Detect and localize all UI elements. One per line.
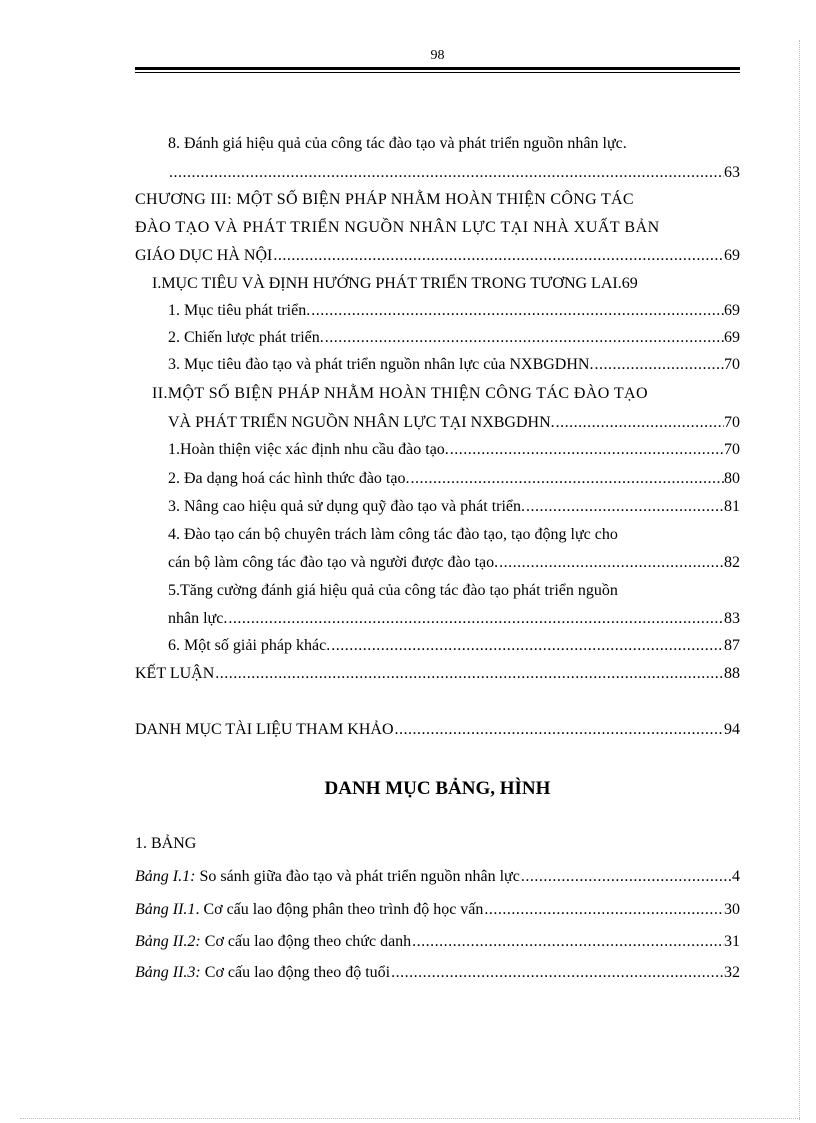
toc-section-1-item-1-page: 69 <box>724 302 740 319</box>
page-number: 98 <box>430 48 445 63</box>
table-entry-2-page: 30 <box>724 901 740 918</box>
table-entry-2-label: . Cơ cấu lao động phân theo trình độ học vấn <box>195 901 484 918</box>
toc-references-label: DANH MỤC TÀI LIỆU THAM KHẢO <box>135 721 394 738</box>
toc-item-8: 8. Đánh giá hiệu quả của công tác đào tạo và phát triển nguồn nhân lực. <box>168 135 627 152</box>
table-entry-2 <box>135 897 740 923</box>
toc-conclusion <box>135 661 740 687</box>
toc-section-2-item-2-label: 2. Đa dạng hoá các hình thức đào tạo. <box>168 470 410 487</box>
toc-section-2-item-5-page: 83 <box>724 610 740 627</box>
header-rule-thick <box>135 67 740 70</box>
toc-item-8-page: 63 <box>724 164 740 181</box>
toc-section-1 <box>152 271 740 297</box>
toc-conclusion-label: KẾT LUẬN <box>135 665 215 682</box>
toc-section-1-item-1-label: 1. Mục tiêu phát triển. <box>168 302 311 319</box>
toc-item-8-leader <box>168 160 740 186</box>
toc-chapter-3-line1: CHƯƠNG III: MỘT SỐ BIỆN PHÁP NHẰM HOÀN THIỆN CÔNG TÁC <box>135 191 634 208</box>
toc-section-2-item-5-line2 <box>168 606 740 632</box>
table-entry-3-page: 31 <box>724 933 740 950</box>
toc-section-2-item-6-page: 87 <box>724 637 740 654</box>
table-entry-4-label: Cơ cấu lao động theo độ tuổi <box>200 964 391 981</box>
toc-section-1-item-2-label: 2. Chiến lược phát triển. <box>168 329 324 346</box>
toc-section-2-item-1-page: 70 <box>724 441 740 458</box>
toc-section-2-item-6 <box>168 633 740 659</box>
table-entry-3-label: Cơ cấu lao động theo chức danh <box>200 933 412 950</box>
toc-section-1-item-3-page: 70 <box>724 356 740 373</box>
toc-section-2-item-4-line2-text: cán bộ làm công tác đào tạo và người được đào tạo. <box>168 554 499 571</box>
toc-section-2-item-3-label: 3. Nâng cao hiệu quả sử dụng quỹ đào tạo và phát triển. <box>168 498 526 515</box>
toc-section-2-item-3 <box>168 494 740 520</box>
table-entry-3 <box>135 929 740 955</box>
toc-section-2-line2-text: VÀ PHÁT TRIỂN NGUỒN NHÂN LỰC TẠI NXBGDHN. <box>168 414 555 431</box>
toc-section-2-item-5-line2-text: nhân lực. <box>168 610 228 627</box>
toc-section-1-item-3 <box>168 352 740 378</box>
tables-heading: DANH MỤC BẢNG, HÌNH <box>324 778 551 799</box>
toc-section-1-item-1 <box>168 298 740 324</box>
toc-section-2-item-4-page: 82 <box>724 554 740 571</box>
toc-chapter-3-line2: ĐÀO TẠO VÀ PHÁT TRIỂN NGUỒN NHÂN LỰC TẠI NHÀ XUẤT BẢN <box>135 219 660 236</box>
table-entry-3-caption: Bảng II.2: <box>135 933 201 950</box>
table-entry-4-caption: Bảng II.3: <box>135 964 201 981</box>
toc-chapter-3-line3-text: GIÁO DỤC HÀ NỘI <box>135 247 273 264</box>
toc-chapter-3-line3 <box>135 243 740 269</box>
toc-section-2-item-2-page: 80 <box>724 470 740 487</box>
toc-section-2-item-1-label: 1.Hoàn thiện việc xác định nhu cầu đào tạo. <box>168 441 449 458</box>
toc-references-page: 94 <box>724 721 740 738</box>
table-entry-1-page: 4 <box>732 868 740 885</box>
page-edge-bottom <box>20 1118 800 1119</box>
table-entry-4 <box>135 960 740 986</box>
header-rule-thin <box>135 72 740 73</box>
toc-section-1-label: I.MỤC TIÊU VÀ ĐỊNH HƯỚNG PHÁT TRIỂN TRONG TƯƠNG LAI. <box>152 275 622 292</box>
tables-subheading: 1. BẢNG <box>135 835 197 852</box>
toc-section-2-line1: II.MỘT SỐ BIỆN PHÁP NHẰM HOÀN THIỆN CÔNG TÁC ĐÀO TẠO <box>152 385 648 402</box>
table-entry-1 <box>135 864 740 890</box>
toc-section-2-item-4-line1: 4. Đào tạo cán bộ chuyên trách làm công tác đào tạo, tạo động lực cho <box>168 526 618 543</box>
table-entry-1-label: So sánh giữa đào tạo và phát triển nguồn nhân lực <box>195 868 520 885</box>
toc-section-2-item-3-page: 81 <box>724 498 740 515</box>
toc-section-1-item-2-page: 69 <box>724 329 740 346</box>
toc-section-2-line2 <box>168 410 740 436</box>
page-edge-right <box>799 40 800 1120</box>
toc-section-2-item-1 <box>168 437 740 463</box>
toc-section-2-page: 70 <box>724 414 740 431</box>
toc-section-2-item-5-line1: 5.Tăng cường đánh giá hiệu quả của công tác đào tạo phát triển nguồn <box>168 582 618 599</box>
toc-chapter-3-page: 69 <box>724 247 740 264</box>
table-entry-2-caption: Bảng II.1 <box>135 901 196 918</box>
toc-references <box>135 717 740 743</box>
toc-section-2-item-6-label: 6. Một số giải pháp khác. <box>168 637 331 654</box>
table-entry-1-caption: Bảng I.1: <box>135 868 196 885</box>
toc-section-2-item-2 <box>168 466 740 492</box>
toc-section-1-item-3-label: 3. Mục tiêu đào tạo và phát triển nguồn nhân lực của NXBGDHN. <box>168 356 594 373</box>
toc-section-1-page: 69 <box>621 275 638 292</box>
table-entry-4-page: 32 <box>724 964 740 981</box>
toc-section-1-item-2 <box>168 325 740 351</box>
toc-section-2-item-4-line2 <box>168 550 740 576</box>
toc-conclusion-page: 88 <box>724 665 740 682</box>
